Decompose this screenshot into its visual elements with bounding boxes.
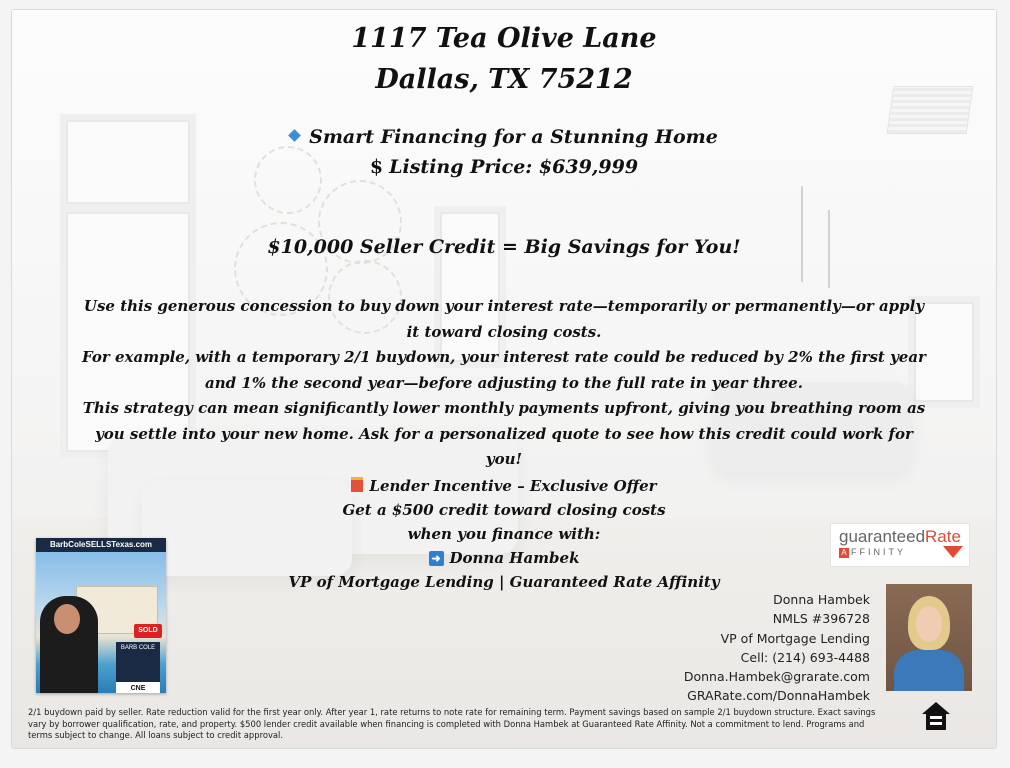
flyer-site: BarbColeSELLSTexas.com: [36, 538, 166, 552]
body-paragraph: Use this generous concession to buy down your interest rate—temporarily or permanently—or apply it toward closing costs.: [83, 297, 925, 341]
address-line2: Dallas, TX 75212: [375, 64, 633, 95]
diamond-bullet-icon: [288, 129, 301, 142]
body-text: [78, 294, 930, 473]
sign-label: BARB COLE: [120, 645, 156, 651]
gift-icon: [351, 477, 363, 492]
contact-nmls: NMLS #396728: [772, 611, 870, 627]
body-paragraph: This strategy can mean significantly lower monthly payments upfront, giving you breathing room as you settle into your new home. Ask for a personalized quote to see how this credit could work for you!: [82, 399, 926, 468]
contact-email[interactable]: Donna.Hambek@grarate.com: [683, 669, 870, 685]
address: [12, 18, 996, 100]
body-paragraph: For example, with a temporary 2/1 buydown, your interest rate could be reduced by 2% the first year and 1% the second year—before adjusting to the full rate in year three.: [82, 348, 926, 392]
logo-word1: guaranteed: [839, 527, 926, 546]
logo-word2: Rate: [925, 527, 961, 546]
guaranteed-rate-logo: [830, 523, 970, 567]
listing-price-text: Listing Price: $639,999: [389, 156, 639, 178]
incentive-line2: when you finance with:: [407, 525, 601, 543]
arrow-right-icon: ➜: [429, 551, 444, 566]
lender-headshot: [886, 584, 972, 691]
sold-badge: SOLD: [134, 624, 162, 638]
contact-title: VP of Mortgage Lending: [720, 630, 870, 646]
sign-brand: CNE: [116, 682, 160, 693]
agent-face-graphic: [54, 604, 80, 634]
seller-credit-headline: $10,000 Seller Credit = Big Savings for You!: [267, 236, 741, 258]
contact-info: [684, 590, 870, 706]
contact-website[interactable]: GRARate.com/DonnaHambek: [687, 688, 870, 704]
disclaimer: 2/1 buydown paid by seller. Rate reduction valid for the first year only. After year 1, rate returns to note rate for remaining term. Payment savings based on sample 2/1 buydown structure. Exact savings vary by borrower qualification, rate, and property. $500 lender credit available when financing is completed with Donna Hambek at Guaranteed Rate Affinity. Not a commitment to lend. Programs and terms subject to change. All loans subject to credit approval.: [28, 707, 876, 740]
contact-cell[interactable]: Cell: (214) 693-4488: [740, 649, 870, 665]
headshot-body: [894, 650, 964, 691]
smart-financing-text: Smart Financing for a Stunning Home: [309, 126, 718, 148]
incentive-title-line: [12, 474, 996, 498]
logo-sub-rest: FFINITY: [851, 547, 906, 557]
flyer-card: [12, 10, 996, 748]
equal-housing-opportunity-icon: [920, 700, 952, 734]
flyer-photo: [36, 552, 166, 693]
logo-arrow-icon: [943, 546, 963, 558]
smart-financing-line: [12, 126, 996, 148]
logo-wordmark: [839, 527, 961, 547]
incentive-line1: Get a $500 credit toward closing costs: [342, 501, 666, 519]
realtor-flyer-image: [36, 538, 166, 693]
for-sale-sign: [116, 642, 160, 693]
logo-sub-letter: A: [839, 548, 849, 558]
lender-name: Donna Hambek: [449, 549, 580, 567]
listing-price-line: [12, 156, 996, 178]
contact-name: Donna Hambek: [773, 592, 870, 607]
incentive-title: Lender Incentive – Exclusive Offer: [369, 477, 657, 495]
lender-title: VP of Mortgage Lending | Guaranteed Rate Affinity: [288, 573, 720, 591]
address-line1: 1117 Tea Olive Lane: [351, 23, 657, 54]
dollar-sign-icon: $: [369, 156, 384, 178]
headshot-face: [916, 606, 942, 642]
